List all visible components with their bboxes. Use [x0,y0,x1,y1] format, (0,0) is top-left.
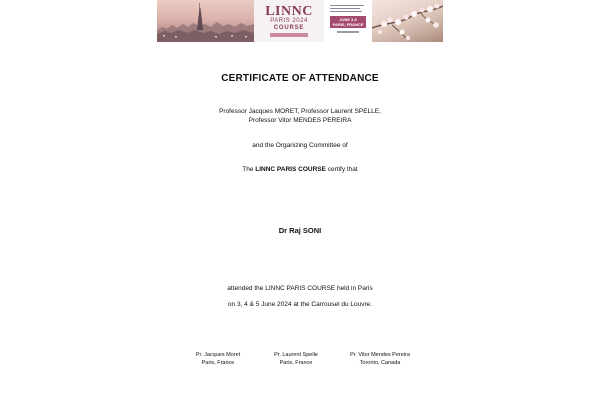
date-venue-line: on 3, 4 & 5 June 2024 at the Carrousel du Louvre. [227,301,373,308]
paris-skyline-image [157,0,254,42]
logo-city-year: PARIS 2024 [270,18,308,24]
logo-word: LINNC [265,4,313,19]
blossom-illustration [372,0,443,42]
logo-course: COURSE [273,25,305,31]
attended-line: attended the LINNC PARIS COURSE held in Paris [227,285,373,292]
header-banner [157,0,443,42]
signatory-name: Pr. Vitor Mendes Pereira [350,352,410,358]
certify-course-name: LINNC PARIS COURSE [255,166,326,173]
signatory-3 [325,352,435,367]
recipient-name: Dr Raj SONI [278,226,322,235]
info-footer-line [337,31,359,33]
professors-line-1: Professor Jacques MORET, Professor Laurent SPELLE, [219,108,381,115]
signatory-place: Paris, France [279,359,313,366]
signatory-place: Toronto, Canada [359,359,401,366]
paris-skyline-illustration [157,0,254,42]
cherry-blossom-image [372,0,443,42]
professors-line-2: Professor Vitor MENDES PEREIRA [248,117,352,124]
event-info-panel [324,0,372,42]
event-dates: JUNE 3-5 [339,17,357,22]
signatory-name: Pr. Laurent Spelle [274,352,318,358]
info-text-lines [330,3,366,14]
certify-suffix: certify that [325,166,358,173]
certificate-title: CERTIFICATE OF ATTENDANCE [221,73,379,84]
committee-line: and the Organizing Committee of [252,142,348,149]
signatory-name: Pr. Jacques Moret [195,352,241,358]
event-location: PARIS, FRANCE [332,22,364,27]
logo-strip [270,33,308,37]
linnc-logo [254,0,324,42]
date-badge [330,16,366,28]
signatory-place: Paris, France [201,359,235,366]
certify-line [0,165,600,174]
certify-prefix: The [242,166,256,173]
